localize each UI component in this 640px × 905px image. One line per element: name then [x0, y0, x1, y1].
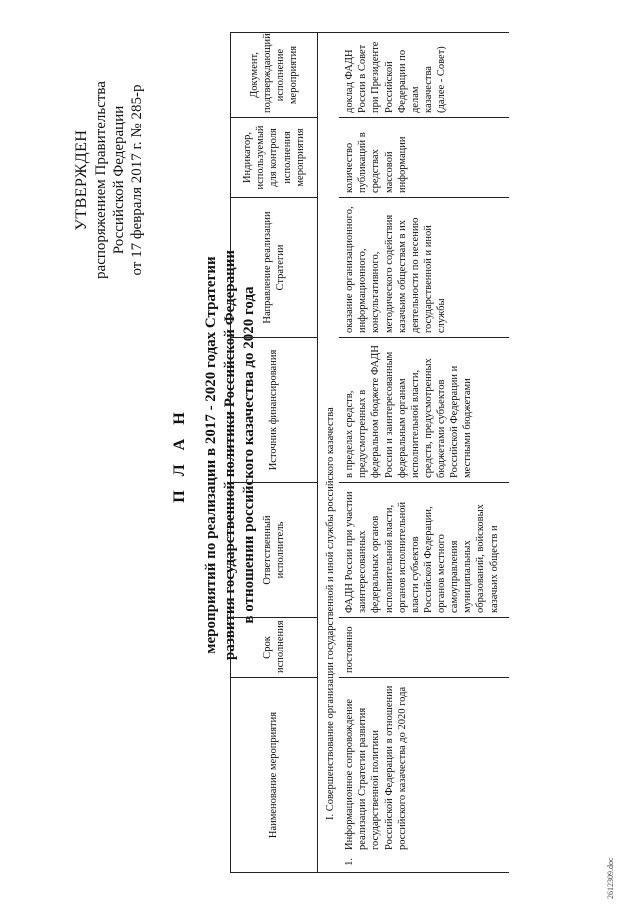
section-row	[318, 33, 340, 873]
cell-direction: оказание организационного, информационного, консультативного, методического содействия казачьим обществам в их деятельности по несению государственной и иной службы	[339, 198, 509, 338]
column-header: Индикатор, используемый для контроля исполнения мероприятия	[231, 118, 318, 198]
column-header: Срок исполнения	[231, 618, 318, 678]
approval-block	[72, 40, 146, 320]
cell-funding: в пределах средств, предусмотренных в федеральном бюджете ФАДН России и заинтересованным федеральным органам исполнительной власти, средств, предусмотренных бюджетами субъектов Российской Федерации и местными бюджетами	[339, 338, 509, 483]
plan-subtitle-1: мероприятий по реализации в 2017 - 2020 годах Стратегии	[203, 256, 219, 654]
approval-title: УТВЕРЖДЕН	[73, 129, 90, 231]
section-title: I. Совершенствование организации государственной и иной службы российского казачества	[318, 33, 340, 873]
table-header-row	[231, 33, 318, 873]
approval-line-3: от 17 февраля 2017 г. № 285-р	[129, 84, 146, 276]
plan-subtitle-3: в отношении российского казачества до 2020 года	[240, 286, 257, 624]
plan-table	[230, 32, 509, 873]
column-header: Документ, подтверждающий исполнение мероприятия	[231, 33, 318, 118]
cell-document: доклад ФАДН России в Совет при Президенте Российской Федерации по делам казачества (далее - Совет)	[339, 33, 509, 118]
cell-name	[339, 678, 509, 873]
activity-name: Информационное сопровождение реализации Стратегии развития государственной политики Российской Федерации в отношении российского казачества до 2020 года	[344, 685, 408, 850]
row-number: 1.	[344, 858, 356, 866]
plan-subtitle-2: развития государственной политики Российской Федерации	[221, 249, 238, 661]
table-row	[339, 33, 509, 873]
cell-term: постоянно	[339, 618, 509, 678]
file-code: 2612309.doc	[606, 857, 615, 899]
plan-title: П Л А Н	[171, 407, 188, 503]
cell-executor: ФАДН России при участии заинтересованных федеральных органов исполнительной власти, органов исполнительной власти субъектов Российской Федерации, органов местного самоуправления муниципальных образований, войсковых казачьих обществ и	[339, 483, 509, 618]
column-header: Направление реализации Стратегии	[231, 198, 318, 338]
column-header: Наименование мероприятия	[231, 678, 318, 873]
cell-indicator: количество публикаций в средствах массовой информации	[339, 118, 509, 198]
column-header: Источник финансирования	[231, 338, 318, 483]
approval-line-1: распоряжением Правительства	[92, 81, 109, 279]
column-header: Ответственный исполнитель	[231, 483, 318, 618]
approval-line-2: Российской Федерации	[110, 105, 127, 255]
